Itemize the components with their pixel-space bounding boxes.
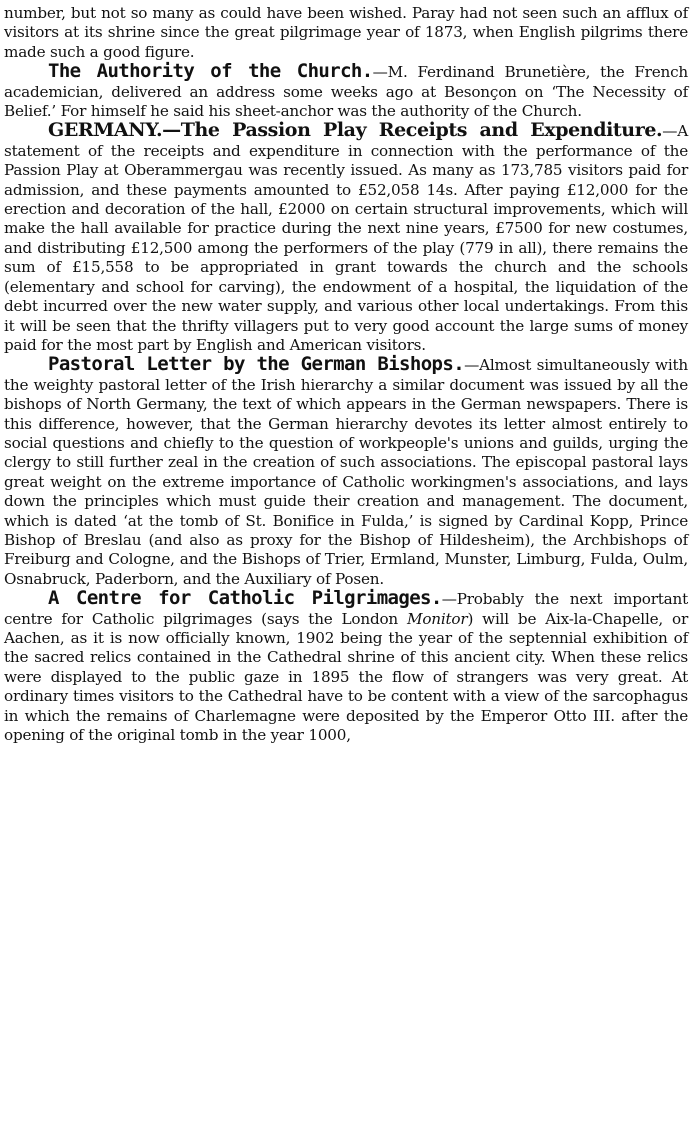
paragraph-paray-continuation: [4, 4, 688, 62]
section-heading: —The Passion Play Receipts and Expenditure.: [162, 119, 663, 142]
paragraph-body: —M. Ferdinand Brunetière, the French academician, delivered an address some weeks ago at Besonçon on ‘The Necessity of Belief.’ For himself he said his sheet-anchor was the authority of the Church.: [4, 63, 688, 121]
paragraph-body-end: ) will be Aix-la-Chapelle, or Aachen, as it is now officially known, 1902 being the year of the septennial exhibition of the sacred relics contained in the Cathedral shrine of this ancient city. When these relics were displayed to the public gaze in 1895 the flow of strangers was very great. At ordinary times visitors to the Cathedral have to be content with a view of the sarcophagus in which the remains of Charlemagne were deposited by the Emperor Otto III. after the opening of the original tomb in the year 1000,: [4, 609, 689, 745]
section-heading: The Authority of the Church.: [48, 60, 373, 83]
paragraph-catholic-pilgrimages: [4, 589, 688, 745]
section-heading: Pastoral Letter by the German Bishops.: [48, 353, 465, 376]
country-heading: GERMANY.: [48, 119, 163, 142]
paragraph-body: —Almost simultaneously with the weighty pastoral letter of the Irish hierarchy a similar document was issued by all the bishops of North Germany, the text of which appears in the German newspapers. There is this difference, however, that the German hierarchy devotes its letter almost entirely to social questions and chiefly to the question of workpeople's unions and guilds, urging the clergy to still further zeal in the creation of such associations. The episcopal pastoral lays great weight on the extreme importance of Catholic workingmen's associations, and lays down the principles which must guide their creation and management. The document, which is dated ‘at the tomb of St. Bonifice in Fulda,’ is signed by Cardinal Kopp, Prince Bishop of Breslau (and also as proxy for the Bishop of Hildesheim), the Archbishops of Freiburg and Cologne, and the Bishops of Trier, Ermland, Munster, Limburg, Fulda, Oulm, Osnabruck, Paderborn, and the Auxiliary of Posen.: [4, 356, 688, 588]
paragraph-authority-of-the-church: [4, 62, 688, 121]
publication-title: Monitor: [407, 609, 468, 628]
paragraph-body: —A statement of the receipts and expenditure in connection with the performance of the Passion Play at Oberammergau was recently issued. As many as 173,785 visitors paid for admission, and these payments amounted to £52,058 14s. After paying £12,000 for the erection and decoration of the hall, £2000 on certain structural improvements, which will make the hall available for practice during the next nine years, £7500 for new costumes, and distributing £12,500 among the performers of the play (779 in all), there remains the sum of £15,558 to be appropriated in grant towards the church and the schools (elementary and school for carving), the endowment of a hospital, the liquidation of the debt incurred over the new water supply, and various other local undertakings. From this it will be seen that the thrifty villagers put to very good account the large sums of money paid for the most part by English and American visitors.: [4, 122, 688, 354]
paragraph-germany-passion-play: [4, 121, 688, 355]
section-heading: A Centre for Catholic Pilgrimages.: [48, 587, 442, 610]
paragraph-body-start: —Probably the next important centre for Catholic pilgrimages (says the London: [4, 590, 688, 628]
paragraph-pastoral-letter: [4, 355, 688, 589]
paragraph-body: number, but not so many as could have been wished. Paray had not seen such an afflux of visitors at its shrine since the great pilgrimage year of 1873, when English pilgrims there made such a good figure.: [4, 4, 688, 61]
